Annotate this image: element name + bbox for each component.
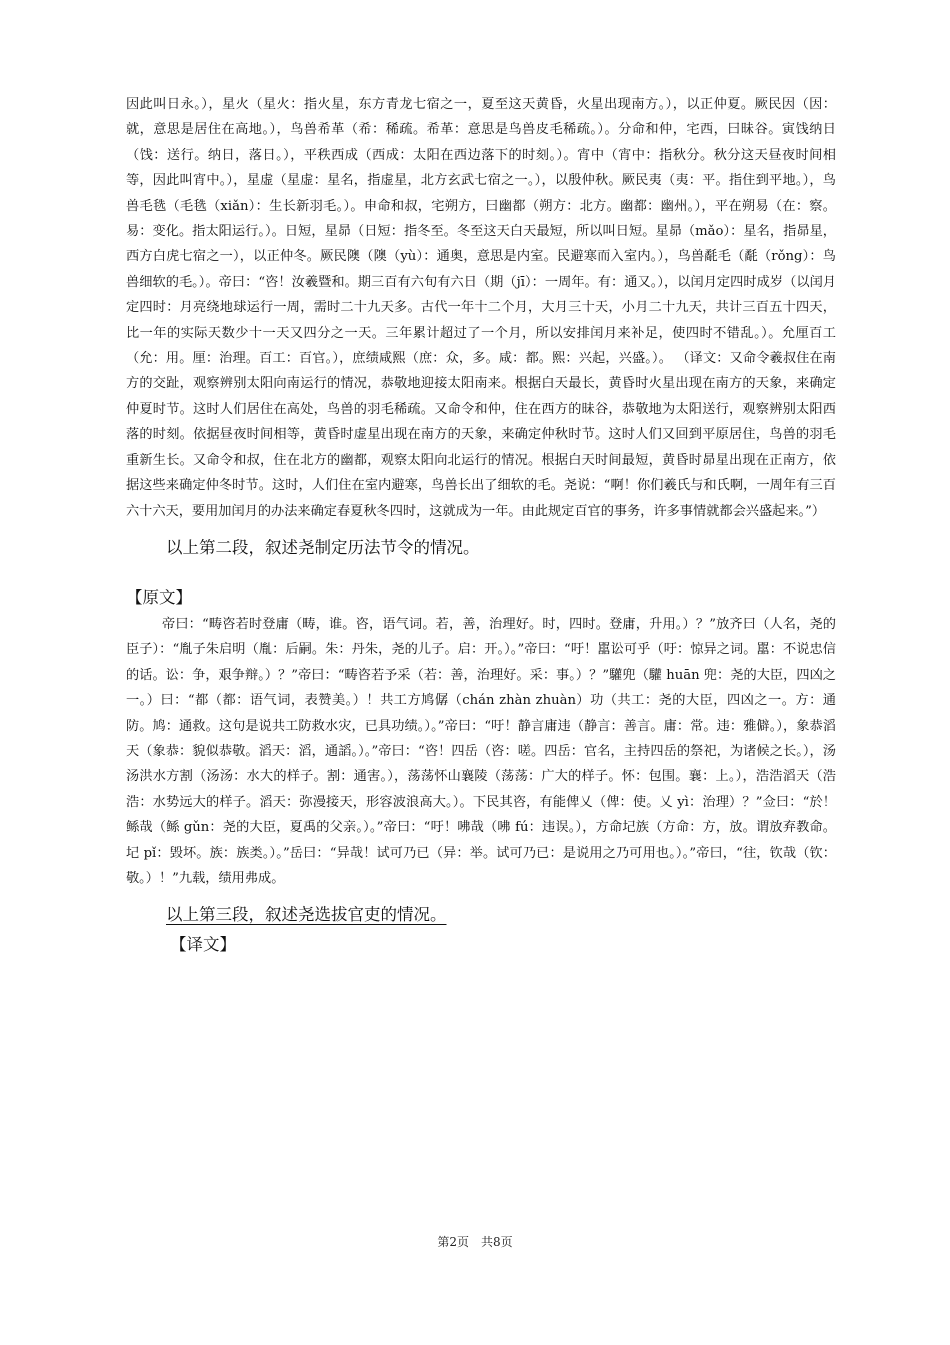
section-3-summary-text: 以上第三段，叙述尧选拔官吏的情况。 xyxy=(166,905,447,925)
original-text-heading: 【原文】 xyxy=(126,587,192,607)
original-text-section-2 xyxy=(126,92,836,524)
section-3-summary xyxy=(166,901,836,929)
translation-heading: 【译文】 xyxy=(170,935,236,955)
original-text-body: 因此叫日永。），星火（星火：指火星，东方青龙七宿之一，夏至这天黄昏，火星出现南方。），以正仲夏。厥民因（因：就，意思是居住在高地。），鸟兽希革（希：稀疏。希革：意思是鸟兽皮毛稀疏。）。分命和仲，宅西，曰昧谷。寅饯纳日（饯：送行。纳日，落日。），平秩西成（西成：太阳在西边落下的时刻。）。宵中（宵中：指秋分。秋分这天昼夜时间相等，因此叫宵中。），星虚（星虚：星名，指虚星，北方玄武七宿之一。），以殷仲秋。厥民夷（夷：平。指住到平地。），鸟兽毛毨（毛毨（xiǎn）：生长新羽毛。）。申命和叔，宅朔方，曰幽都（朔方：北方。幽都：幽州。），平在朔易（在：察。易：变化。指太阳运行。）。日短，星昴（日短：指冬至。冬至这天白天最短，所以叫日短。星昴（mǎo）：星名，指昴星，西方白虎七宿之一），以正仲冬。厥民隩（隩（yù）：通奥，意思是内室。民避寒而入室内。），鸟兽氄毛（氄（rǒng）：鸟兽细软的毛。）。帝曰：“咨！汝羲暨和。期三百有六旬有六日（期（jī）：一周年。有：通又。），以闰月定四时成岁（以闰月定四时：月亮绕地球运行一周，需时二十九天多。古代一年十二个月，大月三十天，小月二十九天，共计三百五十四天，比一年的实际天数少十一天又四分之一天。三年累计超过了一个月，所以安排闰月来补足，使四时不错乱。）。允厘百工（允：用。厘：治理。百工：百官。），庶绩咸熙（庶：众，多。咸：都。熙：兴起，兴盛。）。 xyxy=(126,97,836,367)
page-footer: 第2页 共8页 xyxy=(437,1235,513,1249)
translation-text: （译文：又命令羲叔住在南方的交趾，观察辨别太阳向南运行的情况，恭敬地迎接太阳南来。根据白天最长，黄昏时火星出现在南方的天象，来确定仲夏时节。这时人们居住在高处，鸟兽的羽毛稀疏。又命令和仲，住在西方的昧谷，恭敬地为太阳送行，观察辨别太阳西落的时刻。依据昼夜时间相等，黄昏时虚星出现在南方的天象，来确定仲秋时节。这时人们又回到平原居住，鸟兽的羽毛重新生长。又命令和叔，住在北方的幽都，观察太阳向北运行的情况。根据白天时间最短，黄昏时昴星出现在正南方，依据这些来确定仲冬时节。这时，人们住在室内避寒，鸟兽长出了细软的毛。尧说：“啊！你们羲氏与和氏啊，一周年有三百六十六天，要用加闰月的办法来确定春夏秋冬四时，这就成为一年。由此规定百官的事务，许多事情就都会兴盛起来。”） xyxy=(126,351,836,519)
original-text-section-3 xyxy=(126,612,836,891)
page-content xyxy=(126,92,836,959)
original-text-body-section-3: 帝曰：“畴咨若时登庸（畴，谁。咨，语气词。若，善，治理好。时，四时。登庸，升用。）？”放齐曰（人名，尧的臣子）：“胤子朱启明（胤：后嗣。朱：丹朱，尧的儿子。启：开。）。”帝曰：“吁！嚚讼可乎（吁：惊异之词。嚚：不说忠信的话。讼：争，艰争辩。）？”帝曰：“畴咨若予采（若：善，治理好。采：事。）？”驩兜（驩 huān 兜：尧的大臣，四凶之一。）曰：“都（都：语气词，表赞美。）！共工方鸠僝（chán zhàn zhuàn）功（共工：尧的大臣，四凶之一。方：通防。鸠：通救。这句是说共工防救水灾，已具功绩。）。”帝曰：“吁！静言庸违（静言：善言。庸：常。违：雅僻。），象恭滔天（象恭：貌似恭敬。滔天：滔，通謟。）。”帝曰：“咨！四岳（咨：嗟。四岳：官名，主持四岳的祭祀，为诸候之长。），汤汤洪水方割（汤汤：水大的样子。割：通害。），荡荡怀山襄陵（荡荡：广大的样子。怀：包围。襄：上。），浩浩滔天（浩浩：水势远大的样子。滔天：弥漫接天，形容波浪高大。）。下民其咨，有能俾乂（俾：使。乂 yì：治理）？”佥曰：“於！鲧哉（鲧 gǔn：尧的大臣，夏禹的父亲。）。”帝曰：“吁！咈哉（咈 fú：违误。），方命圮族（方命：方，放。谓放弃教命。圮 pǐ：毁坏。族：族类。）。”岳曰：“异哉！试可乃已（异：举。试可乃已：是说用之乃可用也。）。”帝曰，“往，钦哉（钦：敬。）！”九载，绩用弗成。 xyxy=(126,616,836,886)
section-2-summary xyxy=(166,534,836,562)
section-2-summary-text: 以上第二段，叙述尧制定历法节令的情况。 xyxy=(166,537,480,557)
